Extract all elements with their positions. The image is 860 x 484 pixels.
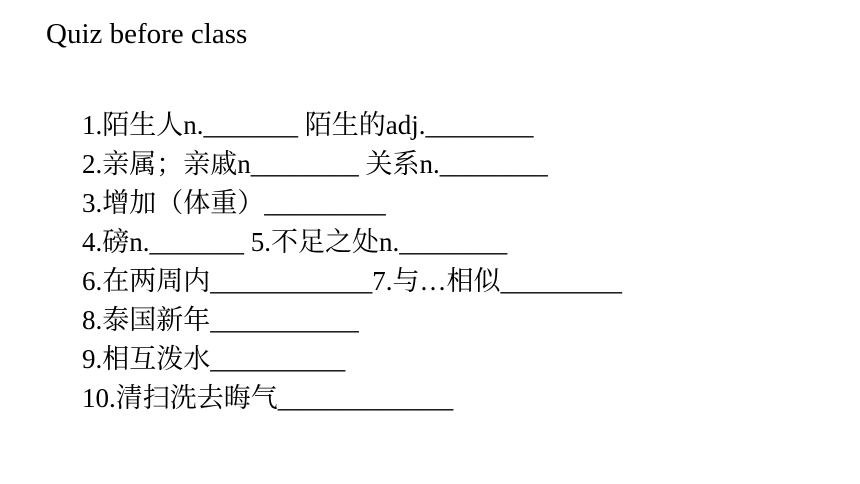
quiz-line-2: 2.亲属；亲戚n________ 关系n.________ bbox=[82, 149, 548, 179]
quiz-line-5: 6.在两周内____________7.与…相似_________ bbox=[82, 266, 622, 296]
quiz-line-7: 9.相互泼水__________ bbox=[82, 344, 346, 374]
quiz-line-3: 3.增加（体重）_________ bbox=[82, 188, 386, 218]
slide-title: Quiz before class bbox=[46, 18, 248, 50]
quiz-line-4: 4.磅n._______ 5.不足之处n.________ bbox=[82, 227, 508, 257]
quiz-line-1: 1.陌生人n._______ 陌生的adj.________ bbox=[82, 110, 534, 140]
quiz-list bbox=[82, 106, 622, 418]
quiz-line-8: 10.清扫洗去晦气_____________ bbox=[82, 383, 454, 413]
quiz-line-6: 8.泰国新年___________ bbox=[82, 305, 359, 335]
